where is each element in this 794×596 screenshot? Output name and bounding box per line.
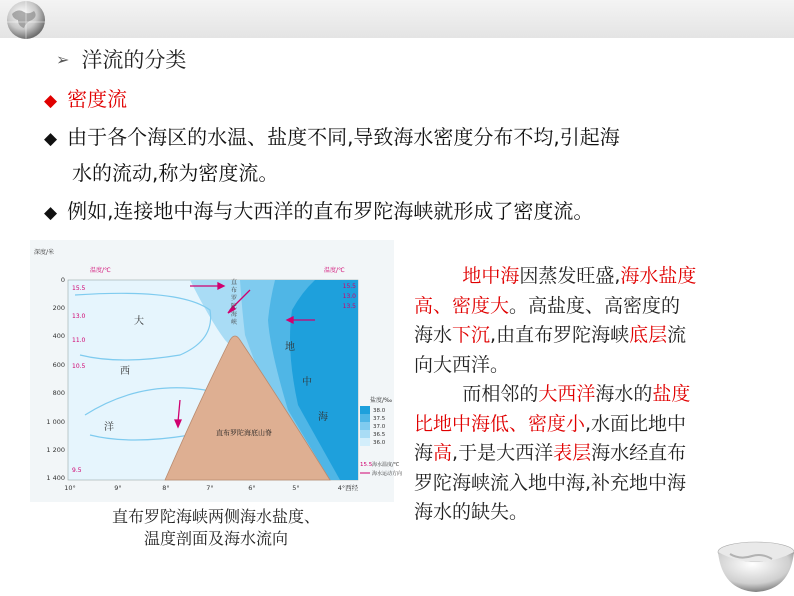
temp-value: 13.0 — [72, 313, 86, 320]
legend-swatch — [360, 406, 370, 414]
globe-bowl-icon — [700, 532, 794, 596]
depth-tick: 200 — [52, 304, 65, 312]
depth-axis-label: 深度/米 — [34, 249, 55, 256]
highlight-text: 海水盐度 — [620, 265, 697, 287]
paragraph-line — [414, 439, 770, 467]
temp-value: 15.5 — [72, 285, 86, 292]
salinity-legend-values — [373, 408, 386, 446]
paragraph-text: 而相邻的 — [414, 383, 539, 405]
depth-tick: 1 000 — [46, 418, 65, 426]
legend-value: 37.0 — [373, 424, 386, 430]
paragraph-text: 。高盐度、高密度的 — [509, 294, 681, 317]
bullet-definition-line2: 水的流动,称为密度流。 — [72, 161, 279, 185]
slide-heading — [56, 44, 186, 74]
paragraph-text: ,由直布罗陀海峡 — [490, 324, 630, 346]
bullet-definition — [44, 122, 620, 154]
strait-char: 布 — [230, 287, 238, 294]
highlight-text: 高、密度大 — [414, 294, 510, 317]
temp-value: 11.0 — [72, 337, 86, 344]
highlight-text: 下沉 — [452, 324, 491, 346]
temp-value: 15.5 — [342, 283, 356, 290]
lon-tick: 9° — [114, 484, 122, 492]
highlight-text: 大西洋 — [538, 383, 596, 405]
sea-char: 地 — [285, 342, 295, 353]
salinity-legend — [360, 406, 370, 446]
globe-logo-icon — [2, 0, 50, 46]
legend-value: 38.0 — [373, 408, 386, 414]
paragraph-line — [414, 380, 770, 408]
temp-legend-text: 海水温度/℃ — [372, 462, 400, 468]
strait-char: 直 — [230, 279, 238, 286]
lon-tick: 4°西经 — [337, 484, 359, 492]
paragraph-text: 流 — [667, 324, 687, 346]
paragraph-line — [414, 469, 770, 497]
ocean-char: 大 — [134, 316, 144, 327]
arrow-bullet-icon: ➢ — [56, 49, 70, 69]
strait-profile-figure — [30, 240, 403, 502]
highlight-text: 盐度 — [652, 383, 691, 405]
temp-label-left: 温度/℃ — [90, 267, 111, 274]
paragraph-text: 海 — [414, 442, 434, 464]
paragraph-line — [414, 351, 770, 379]
sea-char: 海 — [318, 412, 328, 423]
legend-value: 36.0 — [373, 440, 386, 446]
figure-caption — [36, 506, 396, 550]
legend-swatch — [360, 422, 370, 430]
lon-tick: 10° — [64, 484, 76, 492]
strait-char: 峡 — [230, 319, 238, 326]
depth-tick: 0 — [60, 276, 65, 284]
legend-value: 36.5 — [373, 432, 386, 438]
heading-text: 洋流的分类 — [81, 48, 187, 72]
strait-char: 海 — [230, 311, 238, 318]
bullet-definition-line1: 由于各个海区的水温、盐度不同,导致海水密度分布不均,引起海 — [67, 125, 620, 149]
temp-label-right: 温度/℃ — [324, 267, 345, 274]
bullet-example-text: 例如,连接地中海与大西洋的直布罗陀海峡就形成了密度流。 — [67, 199, 594, 223]
sea-char: 中 — [302, 377, 312, 388]
lon-tick: 6° — [248, 484, 256, 492]
legend-swatch — [360, 430, 370, 438]
paragraph-line — [414, 292, 770, 320]
depth-tick: 1 400 — [46, 474, 65, 482]
ocean-char: 西 — [120, 366, 130, 377]
temp-value: 9.5 — [72, 467, 82, 474]
paragraph-text: 罗陀海峡流入地中海,补充地中海 — [414, 471, 687, 494]
legend-swatch — [360, 414, 370, 422]
highlight-text: 底层 — [629, 324, 668, 346]
ridge-label: 直布罗陀海底山脊 — [216, 429, 272, 437]
depth-tick: 800 — [52, 389, 65, 397]
highlight-text: 地中海 — [462, 265, 520, 287]
temp-value: 13.0 — [342, 293, 356, 300]
subheading-text: 密度流 — [67, 87, 128, 111]
paragraph-text: 海水的缺失。 — [414, 501, 529, 523]
temp-value: 10.5 — [72, 363, 86, 370]
strait-char: 罗 — [230, 295, 238, 302]
paragraph-text: 向大西洋。 — [414, 353, 510, 376]
ocean-char: 洋 — [104, 422, 114, 433]
legend-value: 37.5 — [373, 416, 386, 422]
depth-tick: 400 — [52, 332, 65, 340]
temp-legend-sample: 15.5 — [360, 462, 373, 468]
highlight-text: 高 — [433, 442, 453, 464]
lon-tick: 8° — [162, 484, 170, 492]
top-bar — [0, 0, 794, 38]
paragraph-line — [414, 410, 770, 438]
paragraph-text: 海水的 — [595, 383, 653, 405]
paragraph-line — [414, 321, 770, 349]
lon-tick: 7° — [206, 484, 214, 492]
diamond-bullet-icon: ◆ — [44, 91, 58, 111]
temp-value: 13.5 — [342, 303, 356, 310]
right-temperatures — [343, 283, 357, 310]
paragraph-text: ,于是大西洋 — [452, 442, 554, 464]
subheading — [44, 84, 127, 116]
paragraph-text: 因蒸发旺盛, — [519, 265, 621, 287]
caption-line2: 温度剖面及海水流向 — [143, 529, 288, 548]
bullet-example — [44, 196, 593, 228]
flow-legend-text: 海水运动方向 — [372, 471, 403, 477]
paragraph-text: ,水面比地中 — [585, 412, 687, 435]
salinity-legend-title: 盐度/‰ — [370, 397, 393, 404]
lon-tick: 5° — [292, 484, 300, 492]
paragraph-text — [414, 265, 462, 287]
legend-swatch — [360, 438, 370, 446]
diamond-bullet-icon: ◆ — [44, 129, 58, 149]
paragraph-text: 海水 — [414, 324, 453, 346]
diamond-bullet-icon: ◆ — [44, 203, 58, 223]
strait-char: 陀 — [230, 303, 238, 310]
highlight-text: 比地中海低、密度小 — [414, 412, 586, 435]
depth-tick: 600 — [52, 361, 65, 369]
highlight-text: 表层 — [553, 442, 592, 464]
bullet-definition-cont — [72, 158, 278, 188]
paragraph-line — [414, 262, 770, 290]
paragraph-text: 海水经直布 — [591, 442, 687, 464]
caption-line1: 直布罗陀海峡两侧海水盐度、 — [111, 507, 320, 526]
paragraph-line — [414, 498, 770, 526]
depth-tick: 1 200 — [46, 446, 65, 454]
